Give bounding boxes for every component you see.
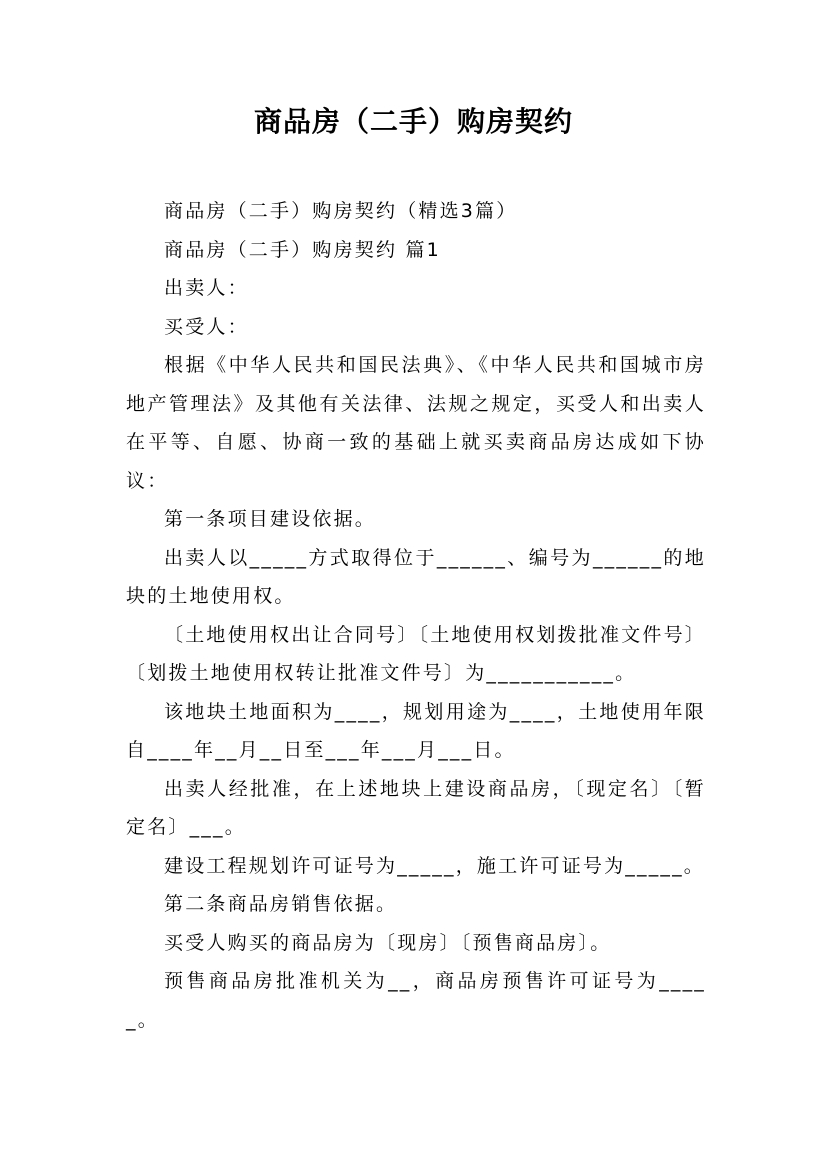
article-1-heading: 第一条项目建设依据。 [164,508,377,530]
article-2-heading: 第二条商品房销售依据。 [164,893,398,915]
buyer-line: 买受人： [164,315,249,338]
seller-line: 出卖人： [164,277,249,299]
land-area-paragraph: 该地块土地面积为____，规划用途为____，土地使用年限自____年__月__日至___年___月___日。 [126,700,706,761]
permit-number-paragraph: 建设工程规划许可证号为_____，施工许可证号为_____。 [164,854,706,877]
document-body [126,192,706,1039]
land-acquisition-paragraph: 出卖人以_____方式取得位于______、编号为______的地块的土地使用权。 [126,546,706,607]
property-type-paragraph: 买受人购买的商品房为〔现房〕〔预售商品房〕。 [164,931,612,954]
document-title: 商品房（二手）购房契约 [253,105,573,138]
land-contract-number-paragraph: 〔土地使用权出让合同号〕〔土地使用权划拨批准文件号〕〔划拨土地使用权转让批准文件号〕为___________。 [126,623,706,684]
preamble-paragraph: 根据《中华人民共和国民法典》、《中华人民共和国城市房地产管理法》及其他有关法律、法规之规定，买受人和出卖人在平等、自愿、协商一致的基础上就买卖商品房达成如下协议： [126,354,706,492]
presale-permit-paragraph: 预售商品房批准机关为__，商品房预售许可证号为_____。 [126,970,706,1031]
section-heading-paragraph: 商品房（二手）购房契约 篇1 [164,238,441,261]
construction-approval-paragraph: 出卖人经批准，在上述地块上建设商品房，〔现定名〕〔暂定名〕___。 [126,777,706,838]
subtitle-paragraph: 商品房（二手）购房契约（精选3篇） [164,200,518,222]
